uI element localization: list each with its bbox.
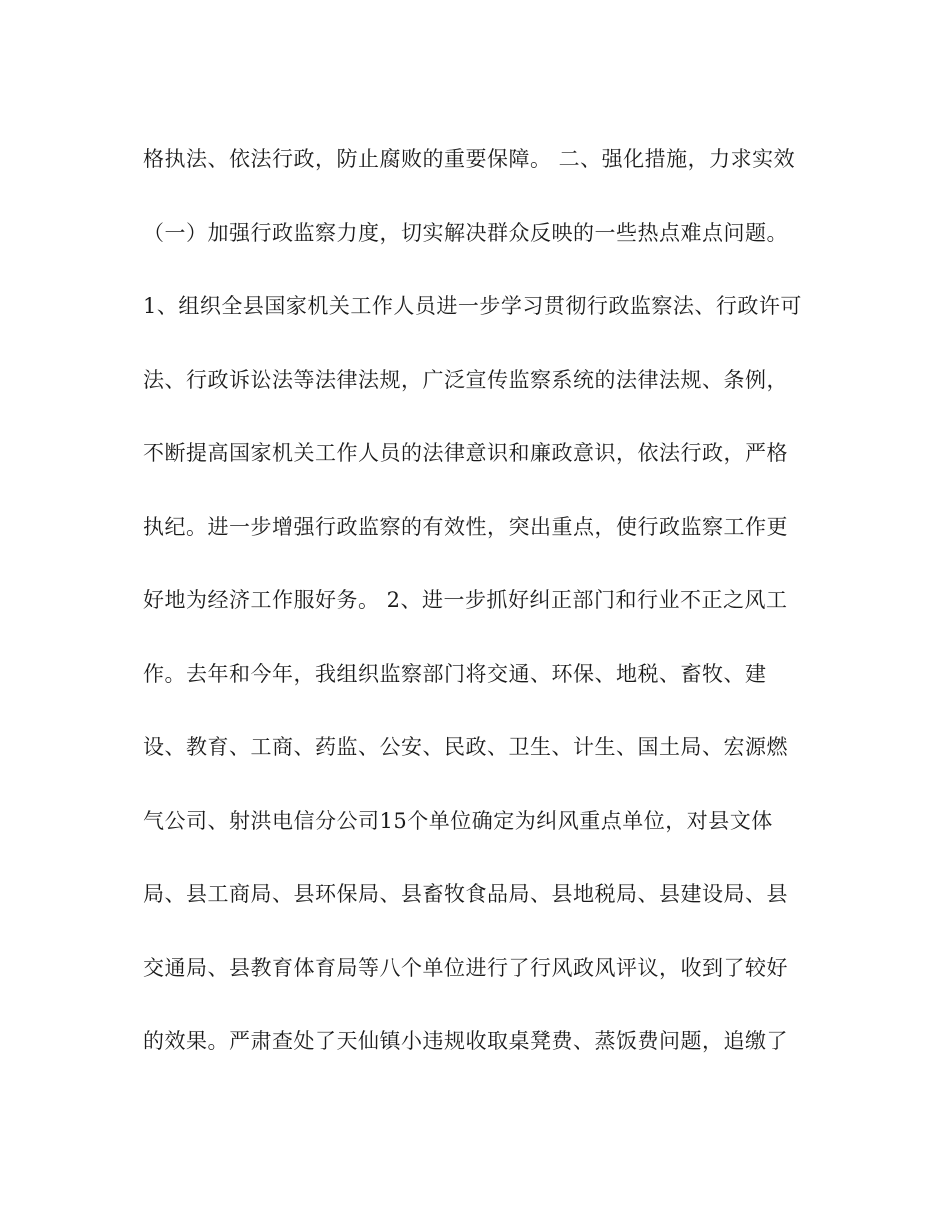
- text-line: 1、组织全县国家机关工作人员进一步学习贯彻行政监察法、行政许可: [143, 294, 802, 318]
- text-line: 法、行政诉讼法等法律法规，广泛宣传监察系统的法律法规、条例，: [143, 367, 788, 392]
- text-line: 作。去年和今年，我组织监察部门将交通、环保、地税、畜牧、建: [143, 661, 767, 686]
- text-line: 不断提高国家机关工作人员的法律意识和廉政意识，依法行政，严格: [143, 441, 788, 465]
- text-line: 气公司、射洪电信分公司15个单位确定为纠风重点单位，对县文体: [143, 808, 773, 833]
- text-line: 交通局、县教育体育局等八个单位进行了行风政风评议，收到了较好: [143, 955, 788, 980]
- text-line: 局、县工商局、县环保局、县畜牧食品局、县地税局、县建设局、县: [143, 882, 788, 906]
- text-line: 的效果。严肃查处了天仙镇小违规收取桌凳费、蒸饭费问题，追缴了: [143, 1029, 788, 1053]
- text-line: （一）加强行政监察力度，切实解决群众反映的一些热点难点问题。: [143, 220, 788, 245]
- text-line: 设、教育、工商、药监、公安、民政、卫生、计生、国土局、宏源燃: [143, 735, 788, 759]
- text-line: 好地为经济工作服好务。 2、进一步抓好纠正部门和行业不正之风工: [143, 588, 788, 612]
- text-line: 执纪。进一步增强行政监察的有效性，突出重点，使行政监察工作更: [143, 514, 788, 539]
- text-line: 格执法、依法行政，防止腐败的重要保障。 二、强化措施，力求实效: [143, 147, 796, 171]
- body-text: [143, 138, 813, 1094]
